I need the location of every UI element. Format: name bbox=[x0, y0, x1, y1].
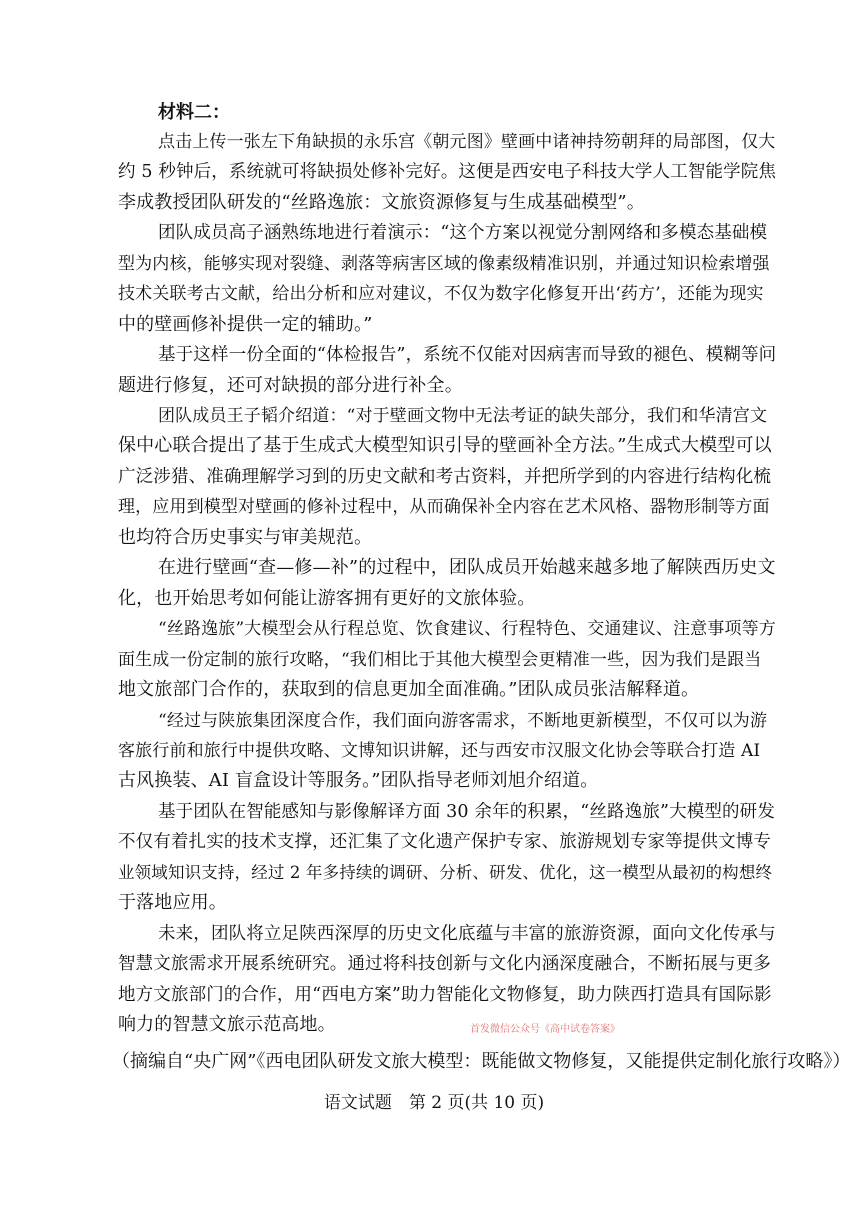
text-line: “丝路逸旅”大模型会从行程总览、饮食建议、行程特色、交通建议、注意事项等方 bbox=[158, 619, 776, 639]
text-line: 古风换装、AI 盲盒设计等服务。”团队指导老师刘旭介绍道。 bbox=[118, 770, 599, 791]
text-line: 业领域知识支持，经过 2 年多持续的调研、分析、研发、优化，这一模型从最初的构想终 bbox=[118, 863, 773, 882]
text-line: 基于团队在智能感知与影像解译方面 30 余年的积累，“丝路逸旅”大模型的研发 bbox=[158, 802, 775, 822]
text-line: 在进行壁画“查—修—补”的过程中，团队成员开始越来越多地了解陕西历史文 bbox=[158, 557, 776, 578]
text-line: 基于这样一份全面的“体检报告”，系统不仅能对因病害而导致的褪色、模糊等问 bbox=[158, 345, 777, 365]
text-line: 团队成员王子韬介绍道：“对于壁画文物中无法考证的缺失部分，我们和华清宫文 bbox=[158, 406, 768, 426]
text-line: 响力的智慧文旅示范高地。 bbox=[118, 1014, 336, 1035]
watermark: 首发微信公众号《高中试卷答案》 bbox=[470, 1024, 620, 1035]
text-line: 地文旅部门合作的，获取到的信息更加全面准确。”团队成员张洁解释道。 bbox=[118, 679, 700, 700]
text-line: 题进行修复，还可对缺损的部分进行补全。 bbox=[118, 375, 463, 396]
text-line: 理，应用到模型对壁画的修补过程中，从而确保补全内容在艺术风格、器物形制等方面 bbox=[118, 497, 770, 517]
text-line: 团队成员高子涵熟练地进行着演示：“这个方案以视觉分割网络和多模态基础模 bbox=[158, 223, 768, 243]
text-line: 中的壁画修补提供一定的辅助。” bbox=[118, 314, 373, 335]
text-line: 广泛涉猎、准确理解学习到的历史文献和考古资料，并把所学到的内容进行结构化梳 bbox=[118, 467, 772, 487]
text-line: 客旅行前和旅行中提供攻略、文博知识讲解，还与西安市汉服文化协会等联合打造 AI bbox=[118, 741, 761, 761]
page-footer: 语文试题 第 2 页(共 10 页) bbox=[323, 1093, 545, 1113]
text-line: 面生成一份定制的旅行攻略，“我们相比于其他大模型会更精准一些，因为我们是跟当 bbox=[118, 650, 762, 670]
text-line: 地方文旅部门的合作，用“西电方案”助力智能化文物修复，助力陕西打造具有国际影 bbox=[118, 985, 772, 1005]
text-line: 化，也开始思考如何能让游客拥有更好的文旅体验。 bbox=[118, 588, 536, 609]
text-line: “经过与陕旅集团深度合作，我们面向游客需求，不断地更新模型，不仅可以为游 bbox=[158, 711, 768, 731]
section-heading: 材料二： bbox=[158, 102, 230, 123]
text-line: 不仅有着扎实的技术支撑，还汇集了文化遗产保护专家、旅游规划专家等提供文博专 bbox=[118, 832, 772, 852]
text-line: 智慧文旅需求开展系统研究。通过将科技创新与文化内涵深度融合，不断拓展与更多 bbox=[118, 954, 772, 974]
text-line: 技术关联考古文献，给出分析和应对建议，不仅为数字化修复开出‘药方’，还能为现实 bbox=[118, 284, 764, 304]
text-line: 约 5 秒钟后，系统就可将缺损处修补完好。这便是西安电子科技大学人工智能学院焦 bbox=[118, 162, 777, 182]
text-line: 李成教授团队研发的“丝路逸旅：文旅资源修复与生成基础模型”。 bbox=[118, 192, 645, 213]
text-line: 保中心联合提出了基于生成式大模型知识引导的壁画补全方法。”生成式大模型可以 bbox=[118, 435, 772, 456]
source-citation: （摘编自“央广网”《西电团队研发文旅大模型：既能做文物修复，又能提供定制化旅行攻略》） bbox=[112, 1051, 851, 1072]
text-line: 也均符合历史事实与审美规范。 bbox=[118, 527, 373, 548]
text-line: 点击上传一张左下角缺损的永乐宫《朝元图》壁画中诸神持笏朝拜的局部图，仅大 bbox=[158, 132, 776, 152]
text-line: 于落地应用。 bbox=[118, 892, 227, 913]
text-line: 未来，团队将立足陕西深厚的历史文化底蕴与丰富的旅游资源，面向文化传承与 bbox=[158, 924, 776, 944]
text-line: 型为内核，能够实现对裂缝、剥落等病害区域的像素级精准识别，并通过知识检索增强 bbox=[118, 254, 770, 274]
